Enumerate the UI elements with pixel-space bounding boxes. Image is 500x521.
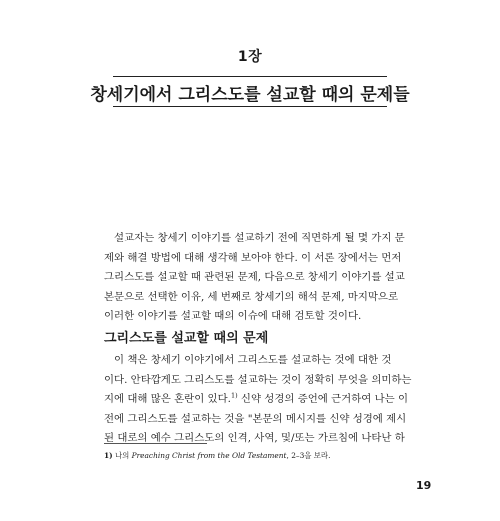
chapter-title: 창세기에서 그리스도를 설교할 때의 문제들	[90, 85, 410, 105]
section-line	[104, 390, 424, 410]
footnote-divider	[104, 443, 207, 444]
footnote-suffix: , 2–3을 보라.	[286, 451, 331, 460]
section-text: 신약 성경의 증언에 근거하여 나는 이	[237, 393, 408, 406]
chapter-label: 1장	[237, 49, 263, 65]
intro-line: 본문으로 선택한 이유, 세 번째로 창세기의 해석 문제, 마지막으로	[104, 290, 398, 303]
page-number: 19	[416, 479, 432, 492]
intro-paragraph	[104, 229, 424, 327]
intro-line: 그리스도를 설교할 때 관련된 문제, 다음으로 창세기 이야기를 설교	[104, 271, 405, 284]
section-text: 지에 대해 많은 혼란이 있다.	[104, 393, 231, 406]
section-line: 된 대로의 예수 그리스도의 인격, 사역, 및/또는 가르침에 나타난 하	[104, 432, 405, 445]
footnote-reference[interactable]: 1)	[230, 391, 238, 400]
footnote	[104, 451, 424, 461]
section-line: 이다. 안타깝게도 그리스도를 설교하는 것이 정확히 무엇을 의미하는	[104, 373, 412, 386]
footnote-number: 1)	[104, 451, 113, 460]
intro-line: 제와 해결 방법에 대해 생각해 보아야 한다. 이 서론 장에서는 먼저	[104, 251, 402, 264]
intro-line: 설교자는 창세기 이야기를 설교하기 전에 직면하게 될 몇 가지 문	[114, 232, 405, 244]
footnote-prefix: 나의	[115, 451, 132, 460]
section-line: 이 책은 창세기 이야기에서 그리스도를 설교하는 것에 대한 것	[114, 354, 392, 366]
footnote-book-title: Preaching Christ from the Old Testament	[131, 451, 287, 460]
title-rule-bottom	[113, 106, 387, 107]
section-paragraph	[104, 351, 424, 449]
intro-line: 이러한 이야기를 설교할 때의 이슈에 대해 검토할 것이다.	[104, 310, 362, 323]
section-heading: 그리스도를 설교할 때의 문제	[104, 331, 269, 346]
section-line: 전에 그리스도를 설교하는 것을 "본문의 메시지를 신약 성경에 제시	[104, 412, 407, 425]
title-rule-top	[113, 76, 387, 77]
